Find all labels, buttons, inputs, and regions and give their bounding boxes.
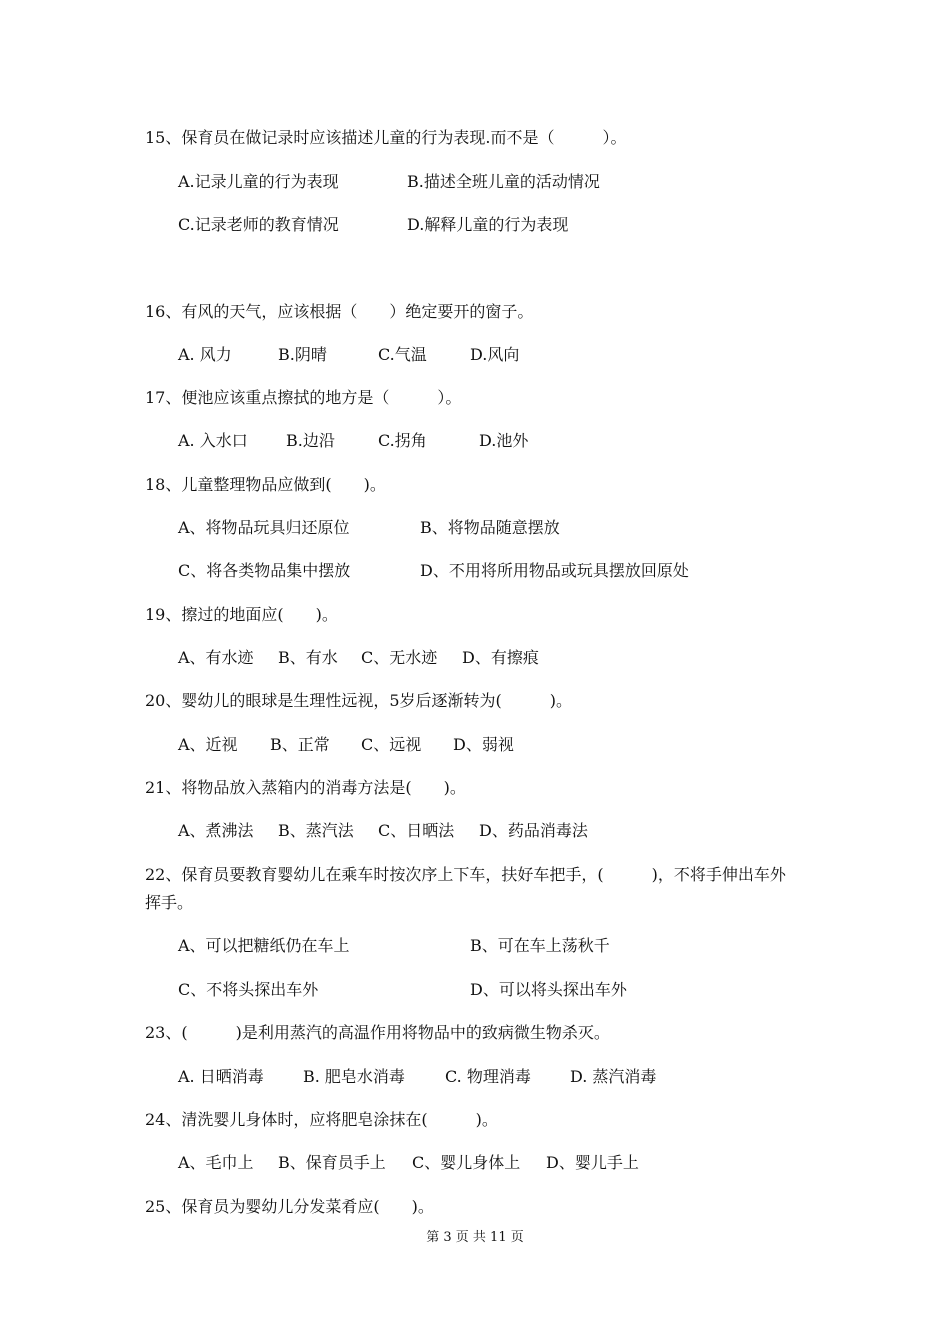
question-22-option-d: D、可以将头探出车外	[470, 980, 627, 999]
question-22-option-c: C、不将头探出车外	[178, 980, 319, 999]
question-20-option-c: C、远视	[361, 735, 422, 754]
question-20-stem: 20、婴幼儿的眼球是生理性远视，5岁后逐渐转为( )。	[145, 691, 573, 710]
question-23-option-a: A. 日晒消毒	[178, 1067, 264, 1086]
question-15-option-a: A.记录儿童的行为表现	[178, 172, 339, 191]
question-16-option-b: B.阴晴	[278, 345, 327, 364]
question-24-stem: 24、清洗婴儿身体时，应将肥皂涂抹在( )。	[145, 1110, 498, 1129]
question-22-option-b: B、可在车上荡秋千	[470, 936, 610, 955]
question-17-option-b: B.边沿	[286, 431, 335, 450]
question-24-option-b: B、保育员手上	[278, 1153, 386, 1172]
question-23-option-b: B. 肥皂水消毒	[303, 1067, 405, 1086]
question-15-option-c: C.记录老师的教育情况	[178, 215, 339, 234]
question-16-option-d: D.风向	[470, 345, 520, 364]
question-17-option-c: C.拐角	[378, 431, 427, 450]
question-15-stem: 15、保育员在做记录时应该描述儿童的行为表现.而不是（ ）。	[145, 128, 627, 147]
question-15-option-b: B.描述全班儿童的活动情况	[407, 172, 600, 191]
question-17-stem: 17、便池应该重点擦拭的地方是（ ）。	[145, 388, 462, 407]
question-19-stem: 19、擦过的地面应( )。	[145, 605, 338, 624]
question-16-option-a: A. 风力	[178, 345, 232, 364]
question-24-option-c: C、婴儿身体上	[412, 1153, 521, 1172]
question-22-stem-continued: 挥手。	[145, 893, 194, 912]
question-19-option-d: D、有擦痕	[462, 648, 539, 667]
question-15-option-d: D.解释儿童的行为表现	[407, 215, 569, 234]
question-18-option-c: C、将各类物品集中摆放	[178, 561, 351, 580]
question-24-option-a: A、毛巾上	[178, 1153, 254, 1172]
question-25-stem: 25、保育员为婴幼儿分发菜肴应( )。	[145, 1197, 434, 1216]
question-20-option-a: A、近视	[178, 735, 238, 754]
question-20-option-b: B、正常	[270, 735, 330, 754]
question-23-stem: 23、( )是利用蒸汽的高温作用将物品中的致病微生物杀灭。	[145, 1023, 610, 1042]
question-18-stem: 18、儿童整理物品应做到( )。	[145, 475, 386, 494]
question-21-option-d: D、药品消毒法	[479, 821, 588, 840]
question-21-option-a: A、煮沸法	[178, 821, 254, 840]
question-19-option-a: A、有水迹	[178, 648, 254, 667]
question-21-option-c: C、日晒法	[378, 821, 455, 840]
question-17-option-a: A. 入水口	[178, 431, 248, 450]
question-21-stem: 21、将物品放入蒸箱内的消毒方法是( )。	[145, 778, 466, 797]
question-19-option-c: C、无水迹	[361, 648, 438, 667]
question-17-option-d: D.池外	[479, 431, 529, 450]
question-22-stem: 22、保育员要教育婴幼儿在乘车时按次序上下车，扶好车把手，( )，不将手伸出车外	[145, 865, 786, 884]
question-18-option-a: A、将物品玩具归还原位	[178, 518, 350, 537]
question-23-option-c: C. 物理消毒	[445, 1067, 531, 1086]
question-16-option-c: C.气温	[378, 345, 427, 364]
question-24-option-d: D、婴儿手上	[546, 1153, 639, 1172]
question-23-option-d: D. 蒸汽消毒	[570, 1067, 657, 1086]
question-22-option-a: A、可以把糖纸仍在车上	[178, 936, 350, 955]
question-16-stem: 16、有风的天气，应该根据（ ）绝定要开的窗子。	[145, 302, 534, 321]
question-18-option-b: B、将物品随意摆放	[420, 518, 560, 537]
question-20-option-d: D、弱视	[453, 735, 514, 754]
question-21-option-b: B、蒸汽法	[278, 821, 354, 840]
page-footer: 第 3 页 共 11 页	[426, 1230, 524, 1245]
question-18-option-d: D、不用将所用物品或玩具摆放回原处	[420, 561, 689, 580]
question-19-option-b: B、有水	[278, 648, 338, 667]
